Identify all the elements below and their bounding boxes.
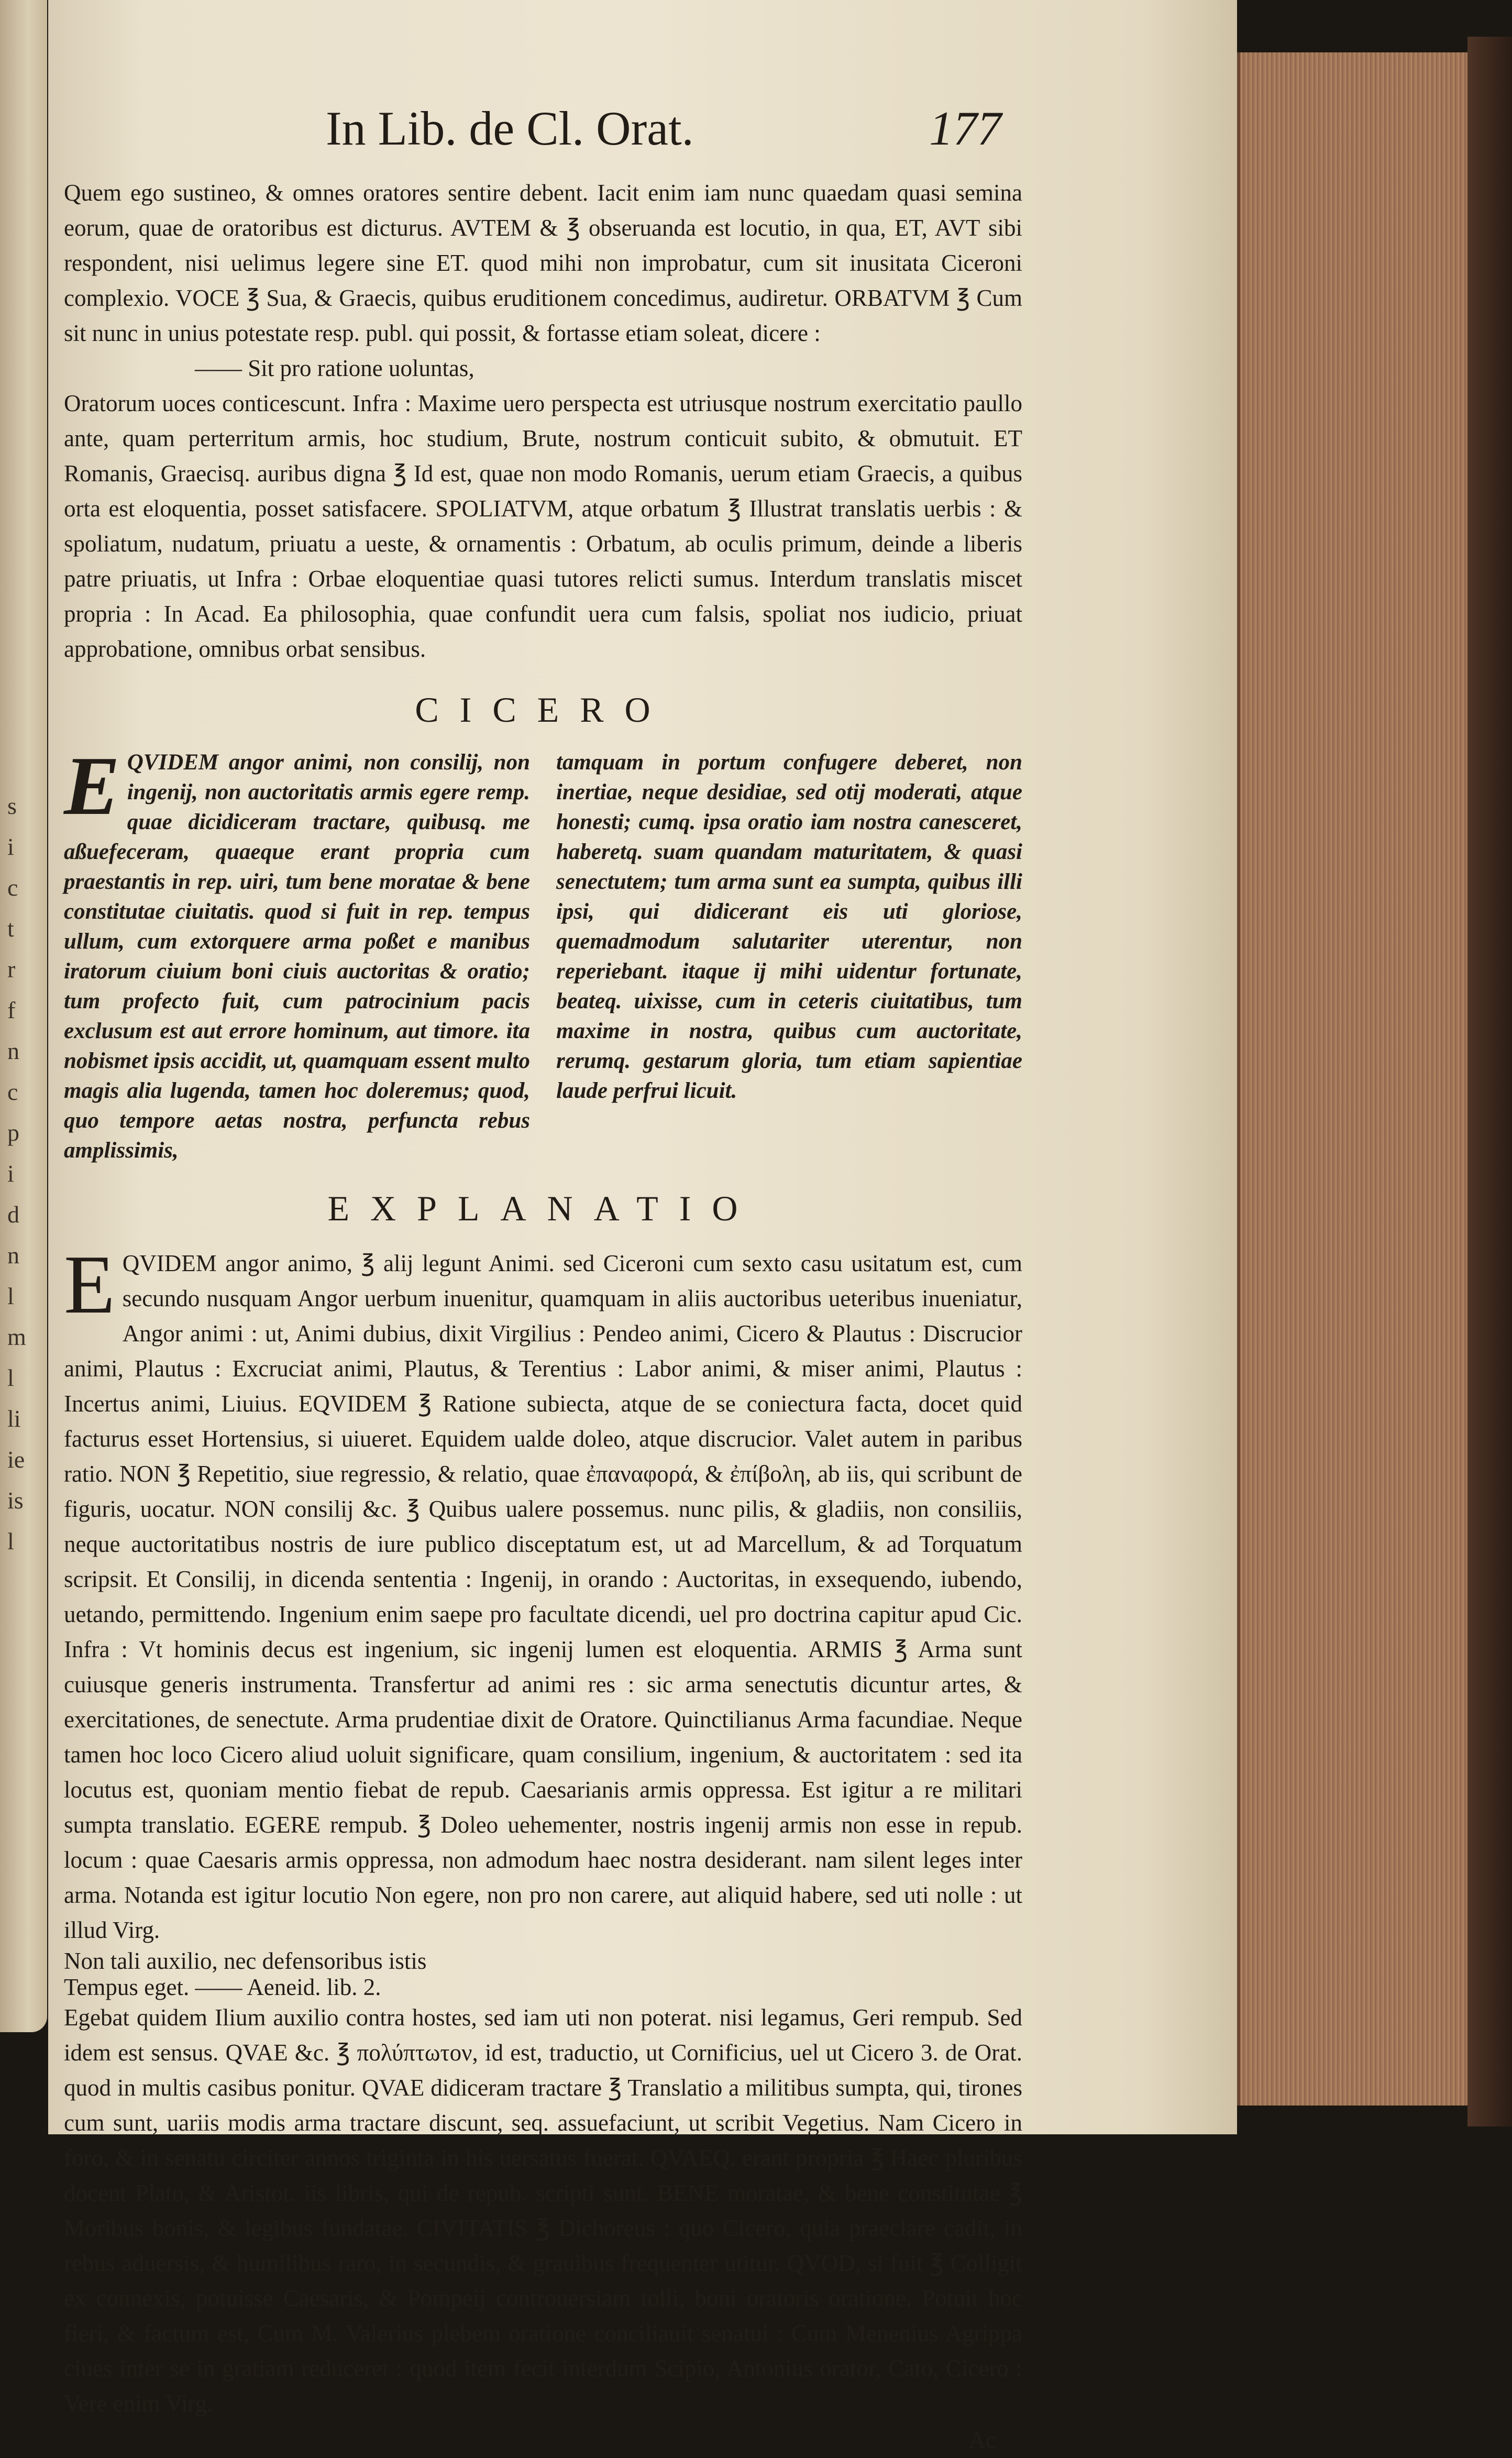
cicero-left-text: QVIDEM angor animi, non consilij, non ingenij, non auctoritatis armis egere remp. quae dicidiceram tractare, quibusq. me aßuefeceram, quaeque erant propria cum praestantis in rep. uiri, tum bene moratae & bene constitutae ciuitatis. quod si fuit in rep. tempus ullum, cum extorquere arma poßet e manibus iratorum ciuium boni ciuis auctoritas & oratio; tum profecto fuit, cum patrocinium pacis exclusum est aut errore hominum, aut timore. ita nobismet ipsis accidit, ut, quamquam essent multo magis alia lugenda, tamen hoc doleremus; quod, quo tempore aetas nostra, perfuncta rebus amplissimis, — [64, 750, 530, 1163]
explanatio-text: QVIDEM angor animo, ℥ alij legunt Animi. sed Ciceroni cum sexto casu usitatum est, cum secundo nusquam Angor uerbum inuenitur, quamquam in aliis auctoribus ueteribus inueniatur, Angor animi : ut, Animi dubius, dixit Virgilius : Pendeo animi, Cicero & Plautus : Discrucior animi, Plautus : Excruciat animi, Plautus, & Terentius : Labor animi, & miser animi, Plautus : Incertus animi, Liuius. EQVIDEM ℥ Ratione subiecta, atque de se coniectura facta, docet quid facturus esset Hortensius, si uiueret. Equidem ualde doleo, atque discrucior. Valet autem in paribus ratio. NON ℥ Repetitio, siue regressio, & relatio, quae ἐπαναφορά, & ἐπίβολη, ab iis, qui scribunt de figuris, uocatur. NON consilij &c. ℥ Quibus ualere possemus. nunc pilis, & gladiis, non consiliis, neque auctoritatibus nostris de iure publico disceptatum est, ut ad Marcellum, & ad Torquatum scripsit. Et Consilij, in dicenda sententia : Ingenij, in orando : Auctoritas, in exsequendo, iubendo, uetando, permittendo. Ingenium enim saepe pro facultate dicendi, uel pro doctrina capitur apud Cic. Infra : Vt hominis decus est ingenium, sic ingenij lumen est eloquentia. ARMIS ℥ Arma sunt cuiusque generis instrumenta. Transfertur ad animi res : sic arma senectutis dicuntur artes, & exercitationes, de senectute. Arma prudentiae dixit de Oratore. Quinctilianus Arma facundiae. Neque tamen hoc loco Cicero aliud uoluit significare, quam consilium, ingenium, & auctoritatem : sed ita locutus est, quoniam mentio fiebat de repub. Caesarianis armis oppressa. Est igitur a re militari sumpta translatio. EGERE rempub. ℥ Doleo uehementer, nostris ingenij armis non esse in repub. locum : quae Caesaris armis oppressa, non admodum haec nostra desiderant. nam silent leges inter arma. Notanda est igitur locutio Non egere, non pro non carere, aut aliquid habere, sed uti nolle : ut illud Virg. — [64, 1250, 1022, 1943]
cicero-text-columns — [64, 739, 1022, 1165]
virgil-verse-2: Tempus eget. —— Aeneid. lib. 2. — [64, 1974, 381, 2000]
page-block-fore-edge — [1237, 52, 1471, 2106]
page-content — [64, 100, 1022, 2453]
facing-page-edge — [0, 0, 47, 2032]
explanatio-heading: EXPLANATIO — [327, 1188, 759, 1228]
cicero-drop-cap: E — [64, 739, 120, 832]
cicero-heading: CICERO — [415, 690, 671, 730]
intro-paragraph-2: Oratorum uoces conticescunt. Infra : Maxime uero perspecta est utriusque nostrum exercitatio paullo ante, quam perterritum armis, hoc studium, Brute, nostrum conticuit subito, & obmutuit. ET Romanis, Graecisq. auribus digna ℥ Id est, quae non modo Romanis, uerum etiam Graecis, a quibus orta est eloquentia, posset satisfacere. SPOLIATVM, atque orbatum ℥ Illustrat translatis uerbis : & spoliatum, nudatum, priuatu a ueste, & ornamentis : Orbatum, ab oculis primum, deinde a liberis patre priuatis, ut Infra : Orbae eloquentiae quasi tutores relicti sumus. Interdum translatis miscet propria : In Acad. Ea philosophia, quae confundit uera cum falsis, spoliat nos iudicio, priuat approbatione, omnibus orbat sensibus. — [64, 390, 1022, 662]
explanatio-paragraph — [64, 1238, 1022, 1948]
catchword: Ac — [968, 2427, 996, 2453]
cicero-left-column — [64, 739, 530, 1165]
page-number: 177 — [929, 102, 1001, 155]
intro-paragraph: Quem ego sustineo, & omnes oratores sentire debent. Iacit enim iam nunc quaedam quasi semina eorum, quae de oratoribus est dicturus. AVTEM & ℥ obseruanda est locutio, in qua, ET, AVT sibi respondent, nisi uelimus legere sine ET. quod mihi non improbatur, cum sit inusitata Ciceroni complexio. VOCE ℥ Sua, & Graecis, quibus eruditionem concedimus, audiretur. ORBATVM ℥ Cum sit nunc in unius potestate resp. publ. qui possit, & fortasse etiam soleat, dicere : — [64, 180, 1022, 346]
book-cover-edge — [1467, 37, 1512, 2126]
intro-verse: —— Sit pro ratione uoluntas, — [195, 355, 474, 381]
facing-page-margin-letters: s i c t r f n c p i d n l m l li ie is l — [7, 792, 26, 1555]
cicero-right-column: tamquam in portum confugere deberet, non inertiae, neque desidiae, sed otij moderati, atque honesti; cumq. ipsa oratio iam nostra canesceret, haberetq. suam quandam maturitatem, & quasi senectutem; tum arma sunt ea sumpta, quibus illi ipsi, qui didicerant eis uti gloriose, quemadmodum salutariter uterentur, non reperiebant. itaque ij mihi uidentur fortunate, beateq. uixisse, cum in ceteris ciuitatibus, tum maxime in nostra, quibus cum auctoritate, rerumq. gestarum gloria, tum etiam sapientiae laude perfrui licuit. — [556, 750, 1022, 1103]
page-header — [64, 100, 1022, 175]
explanatio-paragraph-2: Egebat quidem Ilium auxilio contra hostes, sed iam uti non poterat. nisi legamus, Geri rempub. Sed idem est sensus. QVAE &c. ℥ πολύπτωτον, id est, traductio, ut Cornificius, uel ut Cicero 3. de Orat. quod in multis casibus ponitur. QVAE didiceram tractare ℥ Translatio a militibus sumpta, qui, tirones cum sunt, uariis modis arma tractare discunt, seq. assuefaciunt, ut scribit Vegetius. Nam Cicero in foro, & in senatu circiter annos triginta in his uersatus fuerat. QVAEQ. erant propria ℥ Haec pluribus docent Plato, & Aristot. iis libris, qui de repub. scripti sunt. BENE moratae, & bene constitutae ℥ Moribus bonis, & legibus fundatae. CIVITATIS ℥ Dichoreus : quo Cicero, quia praeclare cadit, in rebus aduersis, & humilibus raro, in secundis, & grauibus frequenter utitur. QVOD, si fuit ℥ Colligit ex connexis, potuisse Caesaris, & Pompeij controuersiam tolli, boni oratoris oratione. Potuit hoc fieri, & factum est, Cum M. Valerius plebem oratione conciliauit senatui : Cum Menenius Agrippa ciues inter se in gratiam reduceret : quod item fecit interdum Scipio, Antonius orator, Cato, Cicero : Vere enim Virg. — [64, 2004, 1022, 2417]
virgil-verse-1: Non tali auxilio, nec defensoribus istis — [64, 1948, 427, 1974]
explanatio-drop-cap: E — [64, 1238, 115, 1331]
running-title: In Lib. de Cl. Orat. — [326, 102, 694, 155]
